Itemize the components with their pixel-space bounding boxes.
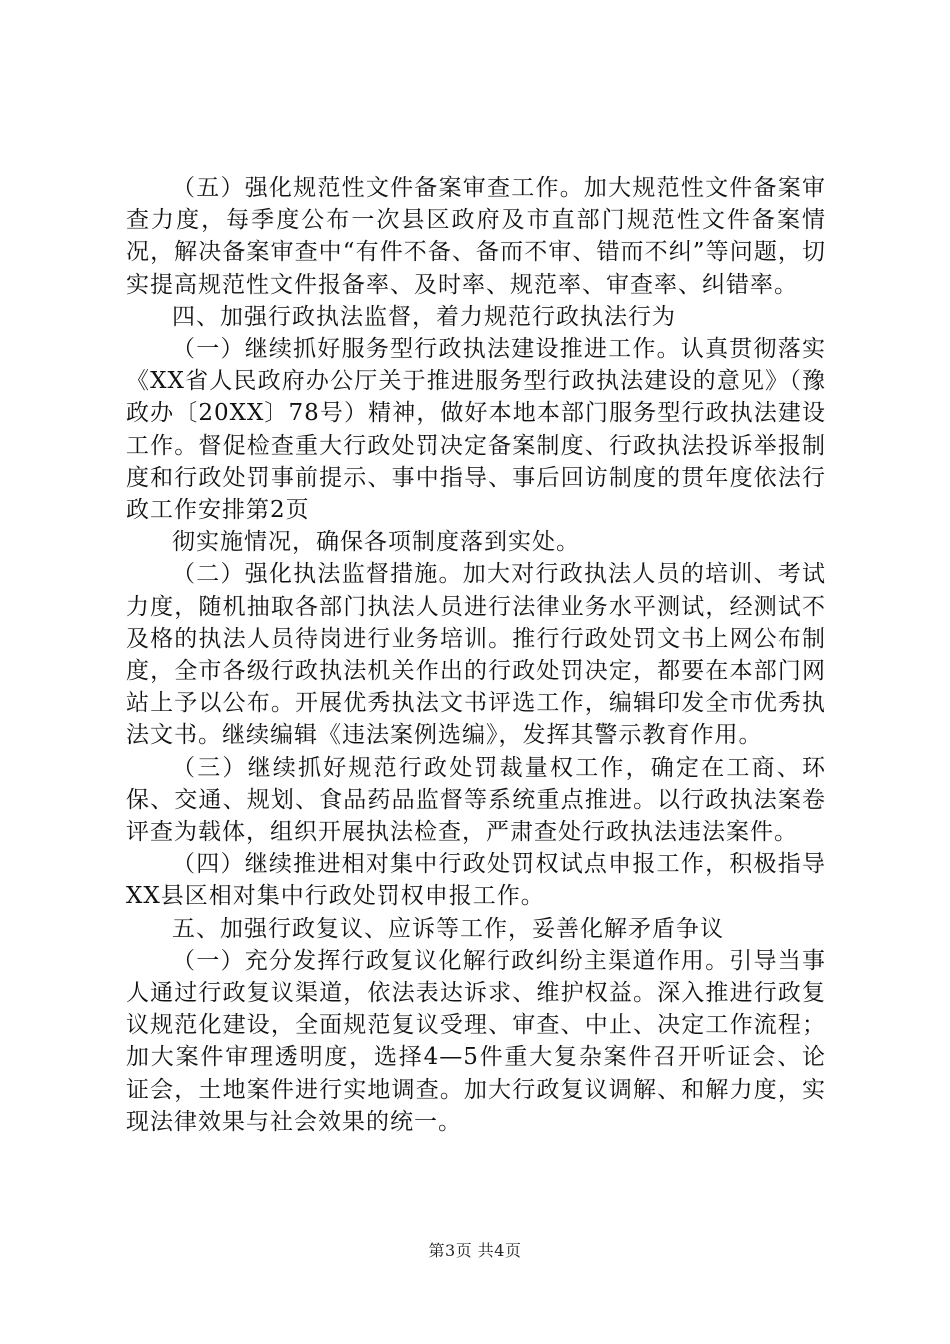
heading-section-5: 五、加强行政复议、应诉等工作，妥善化解矛盾争议 [172, 915, 724, 942]
document-body [126, 172, 826, 1138]
paragraph-5-1-reconsideration: （一）充分发挥行政复议化解行政纠纷主渠道作用。引导当事人通过行政复议渠道，依法表达诉求、维护权益。深入推进行政复议规范化建设，全面规范复议受理、审查、中止、决定工作流程；加大案件审理透明度，选择4—5件重大复杂案件召开听证会、论证会，土地案件进行实地调查。加大行政复议调解、和解力度，实现法律效果与社会效果的统一。 [126, 947, 826, 1135]
paragraph-continuation: 彻实施情况，确保各项制度落到实处。 [172, 529, 580, 556]
paragraph-4-1-service-enforcement: （一）继续抓好服务型行政执法建设推进工作。认真贯彻落实《XX省人民政府办公厅关于推进服务型行政执法建设的意见》（豫政办〔20XX〕78号）精神，做好本地本部门服务型行政执法建设工作。督促检查重大行政处罚决定备案制度、行政执法投诉举报制度和行政处罚事前提示、事中指导、事后回访制度的贯年度依法行政工作安排第2页 [126, 336, 826, 524]
paragraph-section-5-filing-review: （五）强化规范性文件备案审查工作。加大规范性文件备案审查力度，每季度公布一次县区政府及市直部门规范性文件备案情况，解决备案审查中“有件不备、备而不审、错而不纠”等问题，切实提高规范性文件报备率、及时率、规范率、审查率、纠错率。 [126, 175, 826, 298]
paragraph-4-4-pilot: （四）继续推进相对集中行政处罚权试点申报工作，积极指导XX县区相对集中行政处罚权申报工作。 [126, 851, 826, 910]
paragraph-4-3-discretion: （三）继续抓好规范行政处罚裁量权工作，确定在工商、环保、交通、规划、食品药品监督等系统重点推进。以行政执法案卷评查为载体，组织开展执法检查，严肃查处行政执法违法案件。 [126, 754, 826, 846]
paragraph-4-2-supervision: （二）强化执法监督措施。加大对行政执法人员的培训、考试力度，随机抽取各部门执法人员进行法律业务水平测试，经测试不及格的执法人员待岗进行业务培训。推行行政处罚文书上网公布制度，全市各级行政执法机关作出的行政处罚决定，都要在本部门网站上予以公布。开展优秀执法文书评选工作，编辑印发全市优秀执法文书。继续编辑《违法案例选编》，发挥其警示教育作用。 [126, 561, 826, 749]
heading-section-4: 四、加强行政执法监督，着力规范行政执法行为 [172, 303, 676, 330]
page-footer [0, 1238, 950, 1261]
page-number: 第3页 共4页 [428, 1241, 522, 1260]
